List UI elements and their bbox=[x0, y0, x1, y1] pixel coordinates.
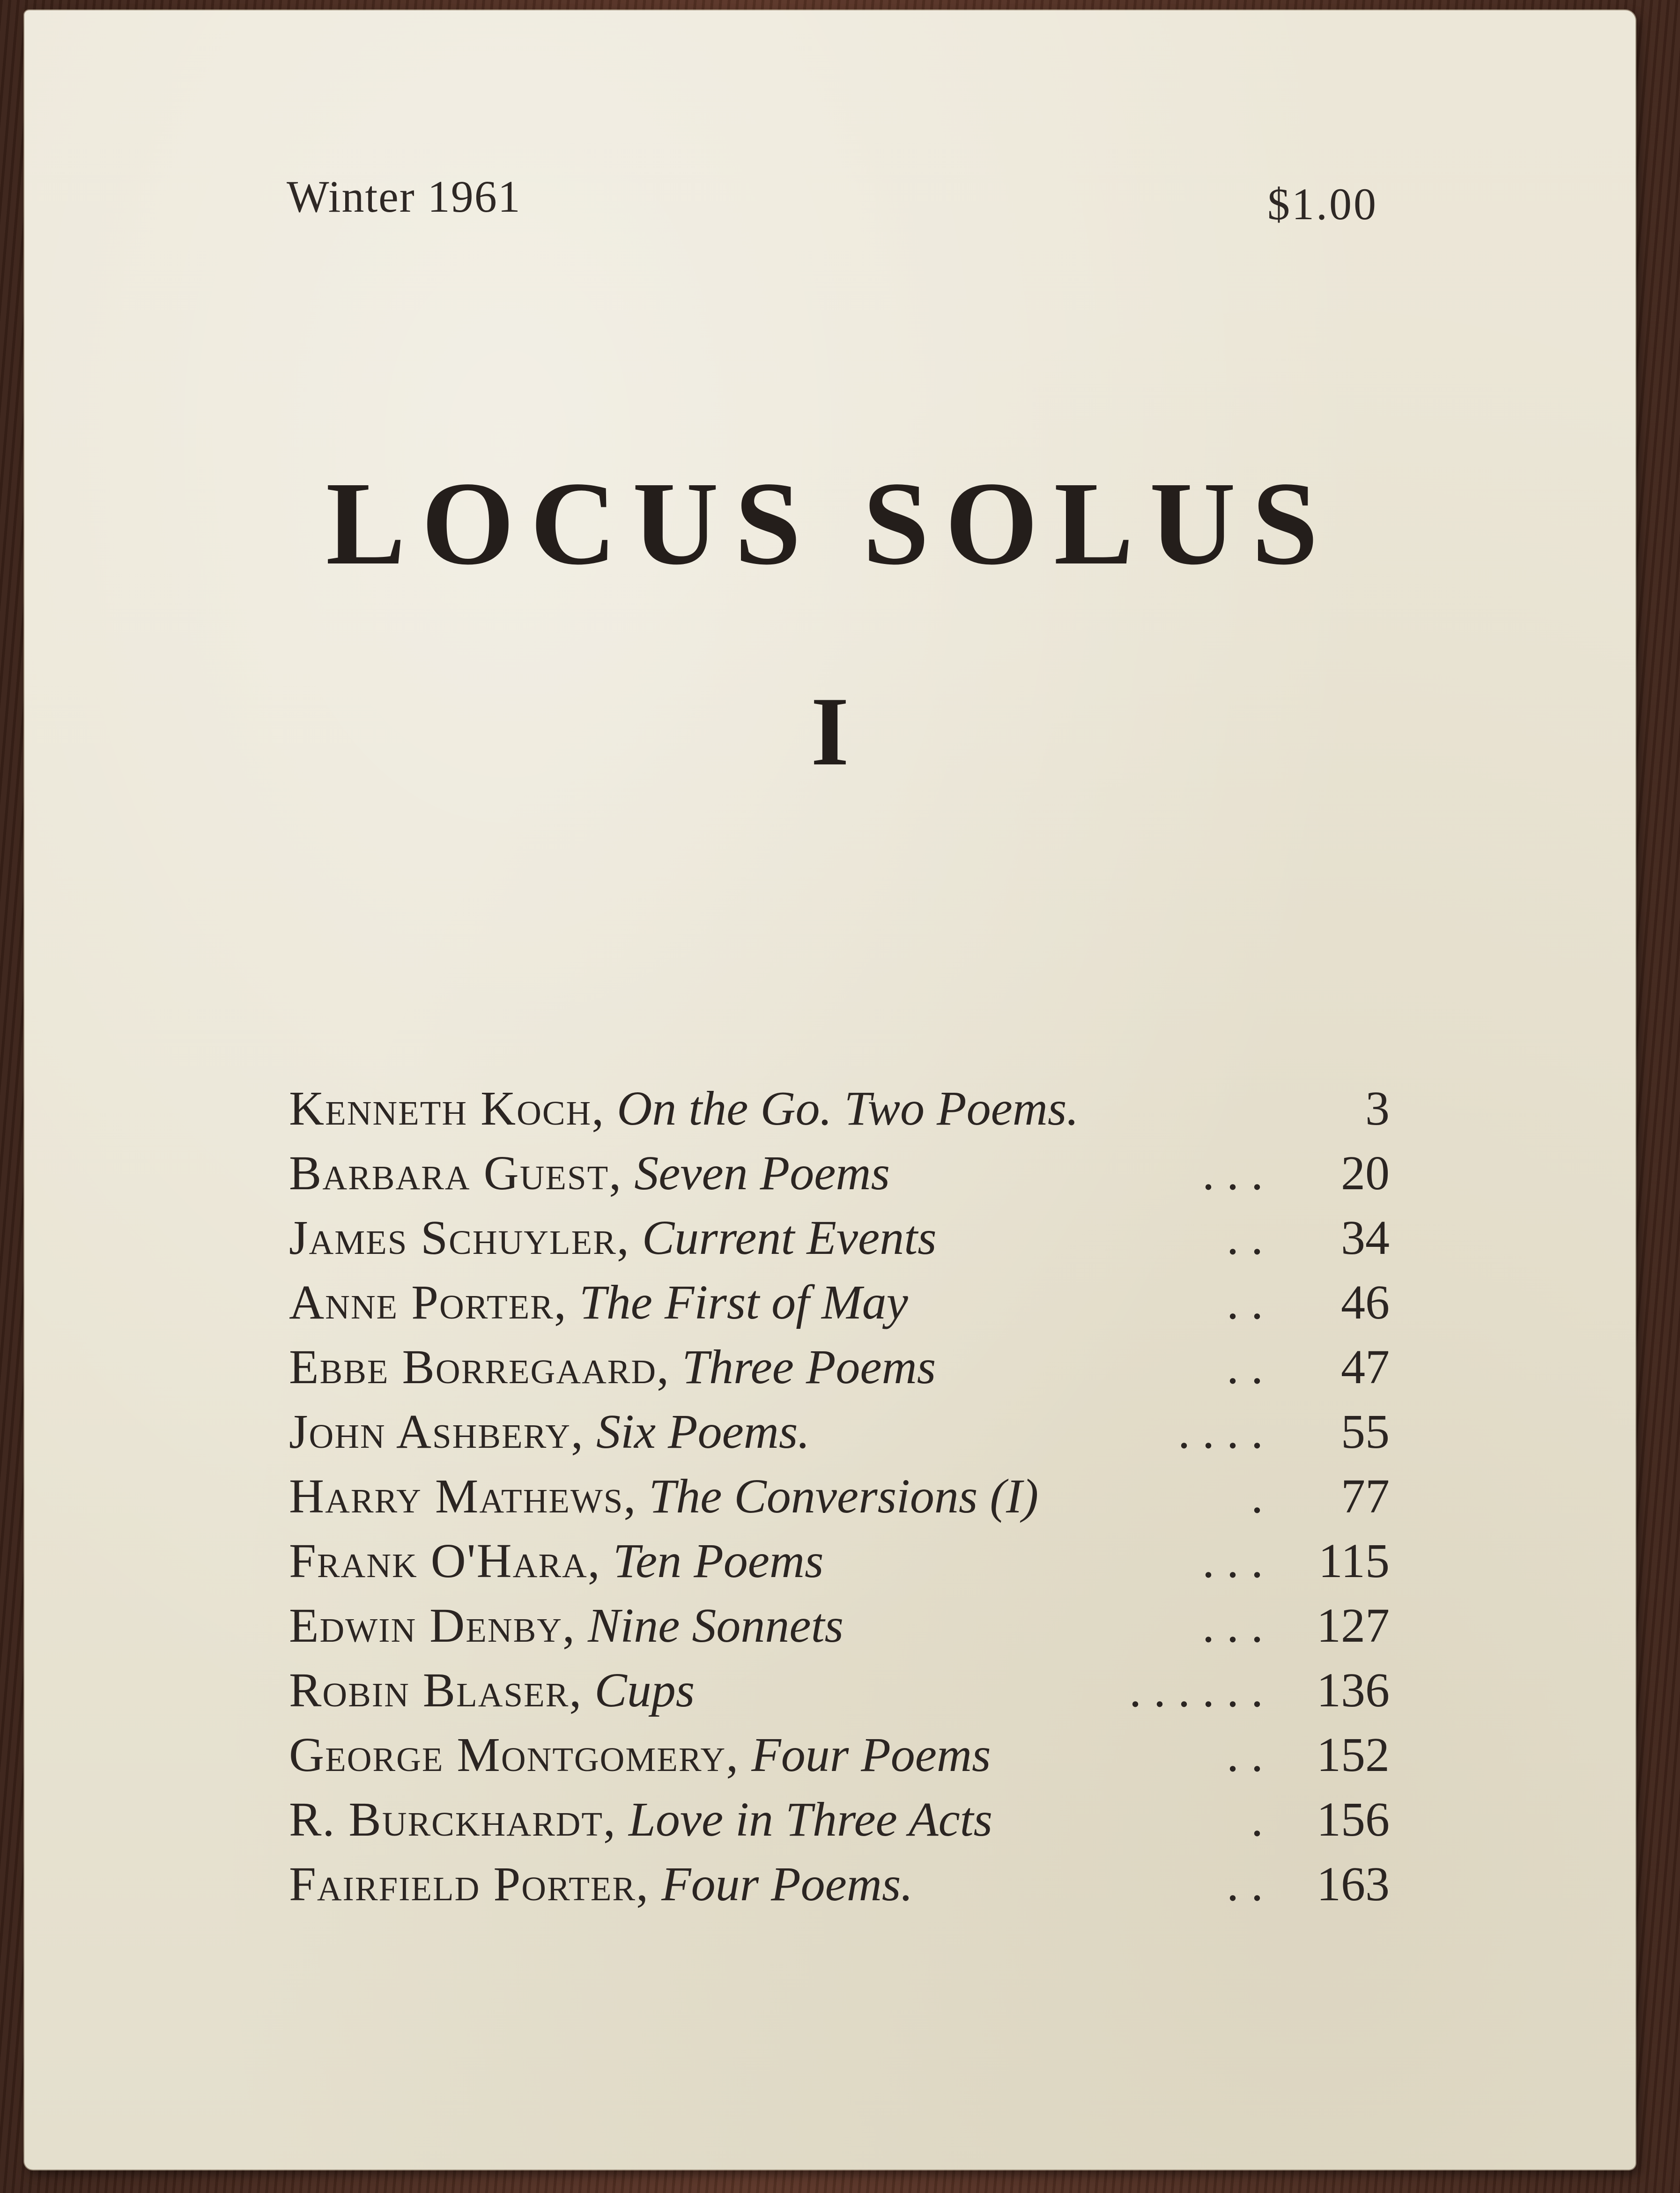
toc-work-title: Love in Three Acts bbox=[629, 1792, 993, 1846]
toc-entry: Frank O'Hara , Ten Poems . . . 115 bbox=[289, 1534, 1390, 1588]
toc-author: George Montgomery bbox=[289, 1727, 726, 1782]
toc-entry: George Montgomery , Four Poems . . 152 bbox=[289, 1727, 1390, 1782]
toc-page-number: 55 bbox=[1341, 1404, 1390, 1459]
toc-leader: . . . bbox=[1202, 1598, 1263, 1652]
toc-page-number: 115 bbox=[1318, 1534, 1390, 1588]
toc-leader: . . bbox=[1227, 1275, 1263, 1329]
toc-page-number: 163 bbox=[1317, 1857, 1390, 1911]
toc-work-title: Seven Poems bbox=[634, 1146, 890, 1200]
toc-work-title: Nine Sonnets bbox=[588, 1598, 844, 1652]
issue-price: $1.00 bbox=[1267, 179, 1378, 229]
toc-entry: Edwin Denby , Nine Sonnets . . . 127 bbox=[289, 1598, 1390, 1652]
toc-page-number: 46 bbox=[1341, 1275, 1390, 1329]
toc-work-title: On the Go. Two Poems. bbox=[617, 1081, 1079, 1135]
toc-entry: R. Burckhardt , Love in Three Acts . 156 bbox=[289, 1792, 1390, 1846]
toc-work-title: Current Events bbox=[642, 1210, 937, 1265]
toc-entry: Kenneth Koch , On the Go. Two Poems. 3 bbox=[289, 1081, 1390, 1135]
toc-author: Frank O'Hara bbox=[289, 1534, 588, 1588]
toc-work-title: Cups bbox=[594, 1663, 695, 1717]
toc-leader: . . . bbox=[1202, 1534, 1263, 1588]
toc-author: Harry Mathews bbox=[289, 1469, 624, 1523]
issue-season: Winter 1961 bbox=[287, 171, 521, 222]
toc-author: Fairfield Porter bbox=[289, 1857, 636, 1911]
toc-leader: . . . bbox=[1202, 1146, 1263, 1200]
toc-work-title: Six Poems. bbox=[596, 1404, 810, 1459]
toc-author: Anne Porter bbox=[289, 1275, 554, 1329]
toc-page-number: 136 bbox=[1317, 1663, 1390, 1717]
toc-page-number: 77 bbox=[1341, 1469, 1390, 1523]
toc-leader: . . bbox=[1227, 1727, 1263, 1782]
toc-entry: Anne Porter , The First of May . . 46 bbox=[289, 1275, 1390, 1329]
toc-author: Robin Blaser bbox=[289, 1663, 570, 1717]
toc-work-title: Ten Poems bbox=[613, 1534, 824, 1588]
toc-page-number: 20 bbox=[1341, 1146, 1390, 1200]
toc-page-number: 152 bbox=[1317, 1727, 1390, 1782]
toc-entry: Ebbe Borregaard , Three Poems . . 47 bbox=[289, 1340, 1390, 1394]
table-of-contents bbox=[289, 1076, 1390, 1916]
toc-author: R. Burckhardt bbox=[289, 1792, 603, 1846]
toc-leader: . . bbox=[1227, 1857, 1263, 1911]
toc-entry: Barbara Guest , Seven Poems . . . 20 bbox=[289, 1146, 1390, 1200]
toc-page-number: 127 bbox=[1317, 1598, 1390, 1652]
magazine-cover bbox=[24, 10, 1636, 2170]
toc-work-title: Three Poems bbox=[682, 1340, 936, 1394]
toc-work-title: The Conversions (I) bbox=[649, 1469, 1039, 1523]
toc-entry: Robin Blaser , Cups . . . . . . 136 bbox=[289, 1663, 1390, 1717]
toc-page-number: 156 bbox=[1317, 1792, 1390, 1846]
toc-author: Ebbe Borregaard bbox=[289, 1340, 657, 1394]
magazine-title: LOCUS SOLUS bbox=[326, 458, 1334, 590]
toc-author: Edwin Denby bbox=[289, 1598, 562, 1652]
toc-author: John Ashbery bbox=[289, 1404, 571, 1459]
toc-entry: Harry Mathews , The Conversions (I) . 77 bbox=[289, 1469, 1390, 1523]
toc-page-number: 47 bbox=[1341, 1340, 1390, 1394]
toc-leader: . bbox=[1251, 1792, 1263, 1846]
toc-work-title: Four Poems bbox=[751, 1727, 991, 1782]
toc-leader: . . . . bbox=[1178, 1404, 1263, 1459]
toc-work-title: The First of May bbox=[579, 1275, 908, 1329]
toc-leader: . . . . . . bbox=[1129, 1663, 1263, 1717]
toc-work-title: Four Poems. bbox=[661, 1857, 913, 1911]
toc-page-number: 3 bbox=[1365, 1081, 1390, 1135]
issue-number: I bbox=[811, 677, 849, 786]
toc-entry: Fairfield Porter , Four Poems. . . 163 bbox=[289, 1857, 1390, 1911]
toc-entry: John Ashbery , Six Poems. . . . . 55 bbox=[289, 1404, 1390, 1459]
toc-author: Kenneth Koch bbox=[289, 1081, 592, 1135]
toc-page-number: 34 bbox=[1341, 1210, 1390, 1265]
toc-author: James Schuyler bbox=[289, 1210, 617, 1265]
toc-leader: . bbox=[1251, 1469, 1263, 1523]
toc-leader: . . bbox=[1227, 1210, 1263, 1265]
toc-leader: . . bbox=[1227, 1340, 1263, 1394]
toc-entry: James Schuyler , Current Events . . 34 bbox=[289, 1210, 1390, 1265]
toc-author: Barbara Guest bbox=[289, 1146, 609, 1200]
